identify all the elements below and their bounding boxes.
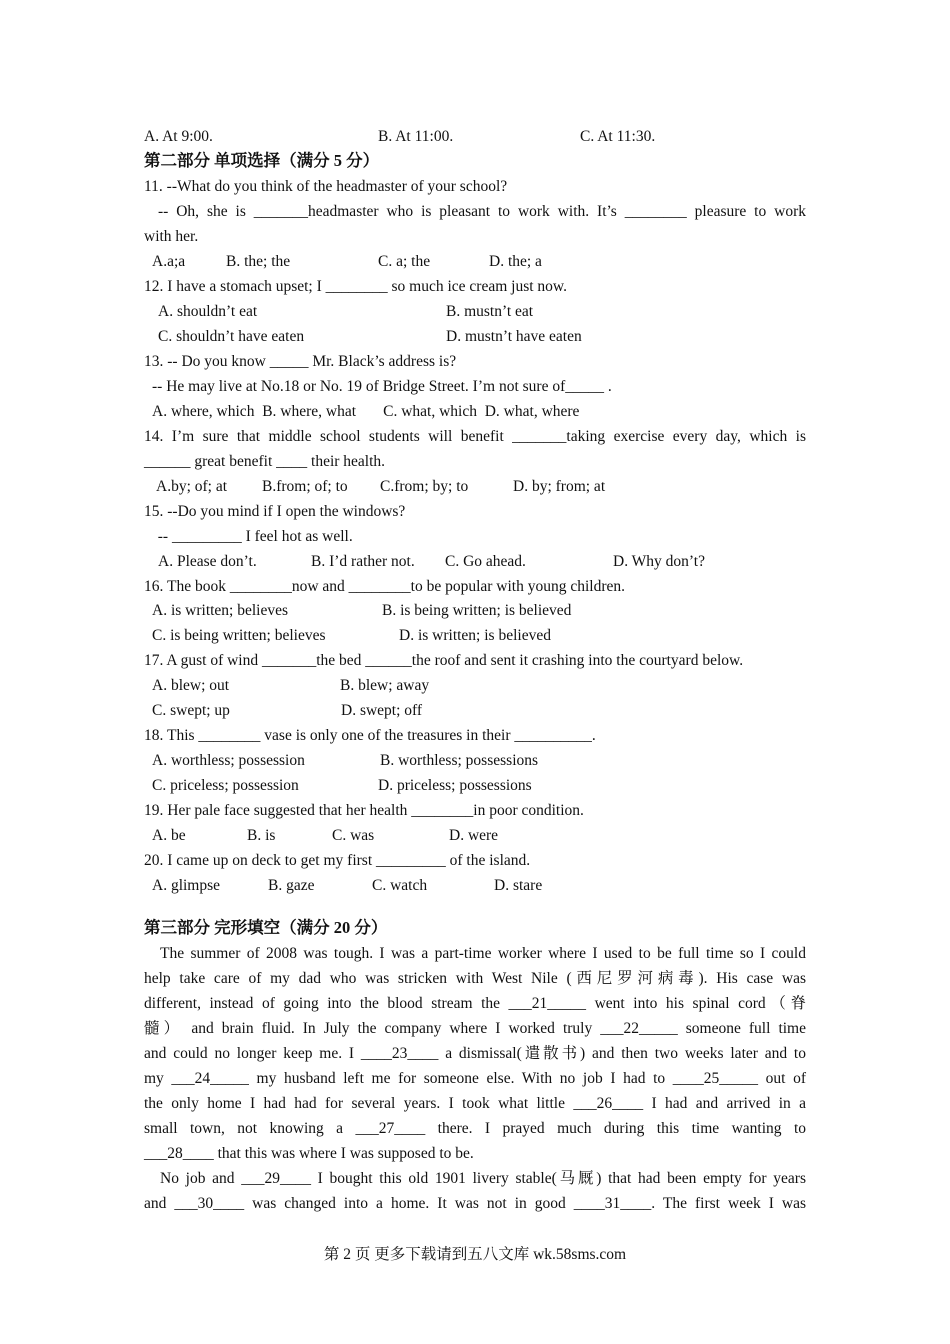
passage-line: my ___24_____ my husband left me for someone else. With no job I had to ____25_____ out of xyxy=(144,1070,806,1087)
q14-option-c: C.from; by; to xyxy=(380,478,469,495)
q11-option-d: D. the; a xyxy=(489,253,542,270)
q20-line1: 20. I came up on deck to get my first _________ of the island. xyxy=(144,852,531,869)
passage-line: and ___30____ was changed into a home. It was not in good ____31____. The first week I was xyxy=(144,1195,806,1212)
q11-option-a: A.a;a xyxy=(152,253,186,270)
q18-option-c: C. priceless; possession xyxy=(152,777,299,794)
part2-heading: 第二部分 单项选择（满分 5 分） xyxy=(144,151,380,170)
q10-option-b: B. At 11:00. xyxy=(378,128,454,145)
q20-option-c: C. watch xyxy=(372,877,428,894)
q12-option-a: A. shouldn’t eat xyxy=(158,303,258,320)
q15-option-a: A. Please don’t. xyxy=(158,553,257,570)
q15-option-b: B. I’d rather not. xyxy=(311,553,415,570)
q14-option-b: B.from; of; to xyxy=(262,478,348,495)
passage-line: help take care of my dad who was stricken with West Nile (西尼罗河病毒). His case was xyxy=(144,970,806,987)
q15-option-c: C. Go ahead. xyxy=(445,553,526,570)
q11-option-c: C. a; the xyxy=(378,253,431,270)
q14-option-a: A.by; of; at xyxy=(156,478,228,495)
passage-line: ___28____ that this was where I was supposed to be. xyxy=(144,1145,474,1162)
q11-line1: 11. --What do you think of the headmaster of your school? xyxy=(144,178,508,195)
passage-line: the only home I had had for several years. I took what little ___26____ I had and arrived in a xyxy=(144,1095,806,1112)
q17-option-a: A. blew; out xyxy=(152,677,230,694)
q16-line1: 16. The book ________now and ________to be popular with young children. xyxy=(144,578,626,595)
q17-option-c: C. swept; up xyxy=(152,702,230,719)
q12-option-c: C. shouldn’t have eaten xyxy=(158,328,305,345)
page-footer: 第 2 页 更多下载请到五八文库 wk.58sms.com xyxy=(323,1246,627,1263)
q12-option-d: D. mustn’t have eaten xyxy=(446,328,582,345)
q12-line1: 12. I have a stomach upset; I ________ so much ice cream just now. xyxy=(144,278,567,295)
passage-line: The summer of 2008 was tough. I was a part-time worker where I used to be full time so I could xyxy=(160,945,806,962)
q15-line2: -- _________ I feel hot as well. xyxy=(150,528,353,545)
q13-line1: 13. -- Do you know _____ Mr. Black’s address is? xyxy=(144,353,457,370)
q17-line1: 17. A gust of wind _______the bed ______the roof and sent it crashing into the courtyard below. xyxy=(144,652,744,669)
q19-option-c: C. was xyxy=(332,827,375,844)
passage-line: and could no longer keep me. I ____23____ a dismissal(遣散书) and then two weeks later and to xyxy=(144,1045,806,1062)
q12-option-b: B. mustn’t eat xyxy=(446,303,534,320)
q17-option-d: D. swept; off xyxy=(341,702,423,719)
q19-option-d: D. were xyxy=(449,827,499,844)
q11-option-b: B. the; the xyxy=(226,253,291,270)
q19-option-a: A. be xyxy=(152,827,186,844)
q20-option-a: A. glimpse xyxy=(152,877,221,894)
q13-options: A. where, which B. where, what C. what, which D. what, where xyxy=(152,403,580,420)
q11-line2: -- Oh, she is _______headmaster who is pleasant to work with. It’s ________ pleasure to work xyxy=(158,203,806,220)
q20-option-b: B. gaze xyxy=(268,877,315,894)
q10-option-a: A. At 9:00. xyxy=(144,128,213,145)
q10-option-c: C. At 11:30. xyxy=(580,128,656,145)
q14-line2: ______ great benefit ____ their health. xyxy=(144,453,386,470)
q18-line1: 18. This ________ vase is only one of the treasures in their __________. xyxy=(144,727,596,744)
q18-option-a: A. worthless; possession xyxy=(152,752,305,769)
passage-line: No job and ___29____ I bought this old 1901 livery stable(马厩) that had been empty for years xyxy=(160,1170,806,1187)
q17-option-b: B. blew; away xyxy=(340,677,430,694)
q16-option-d: D. is written; is believed xyxy=(399,627,551,644)
q13-line2: -- He may live at No.18 or No. 19 of Bridge Street. I’m not sure of_____ . xyxy=(152,378,612,395)
q18-option-b: B. worthless; possessions xyxy=(380,752,539,769)
q15-option-d: D. Why don’t? xyxy=(613,553,705,570)
q20-option-d: D. stare xyxy=(494,877,543,894)
passage-line: small town, not knowing a ___27____ there. I prayed much during this time wanting to xyxy=(144,1120,806,1137)
passage-line: different, instead of going into the blood stream the ___21_____ went into his spinal cord（脊 xyxy=(144,995,806,1012)
q16-option-b: B. is being written; is believed xyxy=(382,602,572,619)
q11-line3: with her. xyxy=(144,228,199,245)
q16-option-c: C. is being written; believes xyxy=(152,627,326,644)
q18-option-d: D. priceless; possessions xyxy=(378,777,532,794)
q14-line1: 14. I’m sure that middle school students will benefit _______taking exercise every day, which is xyxy=(144,428,806,445)
q19-line1: 19. Her pale face suggested that her health ________in poor condition. xyxy=(144,802,584,819)
q19-option-b: B. is xyxy=(247,827,276,844)
q14-option-d: D. by; from; at xyxy=(513,478,606,495)
q15-line1: 15. --Do you mind if I open the windows? xyxy=(144,503,406,520)
part3-heading: 第三部分 完形填空（满分 20 分） xyxy=(144,918,388,937)
q16-option-a: A. is written; believes xyxy=(152,602,289,619)
passage-line: 髓） and brain fluid. In July the company where I worked truly ___22_____ someone full time xyxy=(144,1020,806,1037)
